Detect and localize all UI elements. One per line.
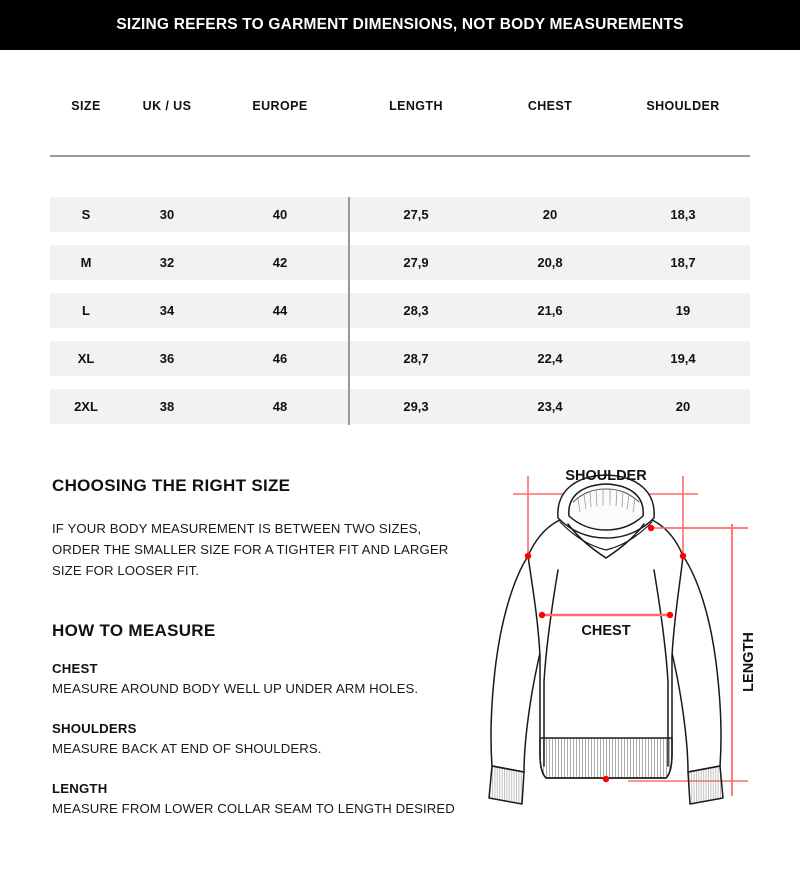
table-row — [50, 389, 750, 424]
hem-band — [540, 738, 672, 778]
chest-label: CHEST — [581, 623, 631, 639]
cell-europe: 42 — [272, 255, 288, 270]
table-vertical-divider — [348, 197, 350, 425]
left-cuff — [489, 766, 524, 804]
chest-point-left — [539, 612, 545, 618]
column-header-size: SIZE — [71, 99, 101, 113]
measure-term-definition: MEASURE BACK AT END OF SHOULDERS. — [52, 741, 322, 756]
header-divider-line — [50, 155, 750, 157]
cell-size: S — [81, 207, 91, 222]
measure-term-label: LENGTH — [52, 781, 108, 796]
size-chart-table — [50, 85, 750, 414]
info-column — [52, 476, 472, 819]
cell-shoulder: 18,3 — [670, 207, 696, 222]
length-label: LENGTH — [741, 632, 757, 692]
cell-length: 29,3 — [403, 399, 429, 414]
cell-europe: 48 — [272, 399, 288, 414]
cell-uk-us: 32 — [159, 255, 175, 270]
length-end-point — [603, 776, 609, 782]
cell-shoulder: 18,7 — [670, 255, 696, 270]
header-banner — [0, 0, 800, 50]
table-body — [50, 197, 750, 437]
column-header-chest: CHEST — [527, 99, 573, 113]
measure-term-chest — [52, 661, 472, 699]
cell-uk-us: 36 — [159, 351, 175, 366]
measure-term-label: CHEST — [52, 661, 98, 676]
cell-length: 28,7 — [403, 351, 429, 366]
banner-title: SIZING REFERS TO GARMENT DIMENSIONS, NOT BODY MEASUREMENTS — [116, 16, 684, 33]
column-header-length: LENGTH — [389, 99, 443, 113]
cell-uk-us: 38 — [159, 399, 175, 414]
cell-length: 28,3 — [403, 303, 429, 318]
choosing-size-heading: CHOOSING THE RIGHT SIZE — [52, 476, 291, 495]
cell-chest: 21,6 — [537, 303, 563, 318]
table-header-row — [50, 85, 750, 127]
table-row — [50, 293, 750, 328]
cell-uk-us: 30 — [159, 207, 175, 222]
right-cuff — [688, 766, 723, 804]
measure-term-length — [52, 781, 472, 819]
measure-term-shoulders — [52, 721, 472, 759]
cell-length: 27,5 — [403, 207, 429, 222]
cell-length: 27,9 — [403, 255, 429, 270]
cell-europe: 40 — [272, 207, 288, 222]
table-row — [50, 245, 750, 280]
column-header-europe: EUROPE — [252, 99, 308, 113]
measure-term-label: SHOULDERS — [52, 721, 137, 736]
cell-size: L — [82, 303, 90, 318]
table-row — [50, 341, 750, 376]
cell-chest: 20 — [542, 207, 558, 222]
measure-term-definition: MEASURE FROM LOWER COLLAR SEAM TO LENGTH DESIRED — [52, 801, 455, 816]
cell-uk-us: 34 — [159, 303, 175, 318]
shoulder-point-left — [525, 553, 531, 559]
hoodie-measurement-diagram — [480, 466, 790, 816]
cell-shoulder: 20 — [675, 399, 691, 414]
cell-shoulder: 19 — [675, 303, 691, 318]
cell-europe: 46 — [272, 351, 288, 366]
cell-size: XL — [77, 351, 95, 366]
cell-size: 2XL — [74, 399, 98, 414]
cell-chest: 23,4 — [537, 399, 563, 414]
column-header-shoulder: SHOULDER — [646, 99, 720, 113]
cell-europe: 44 — [272, 303, 288, 318]
cell-shoulder: 19,4 — [670, 351, 696, 366]
measure-term-definition: MEASURE AROUND BODY WELL UP UNDER ARM HOLES. — [52, 681, 419, 696]
chest-point-right — [667, 612, 673, 618]
column-header-uk-us: UK / US — [142, 99, 192, 113]
cell-size: M — [80, 255, 92, 270]
length-start-point — [648, 525, 654, 531]
how-to-measure-heading: HOW TO MEASURE — [52, 621, 216, 640]
hood-lining — [569, 484, 643, 530]
cell-chest: 22,4 — [537, 351, 563, 366]
choosing-size-body: IF YOUR BODY MEASUREMENT IS BETWEEN TWO SIZES, ORDER THE SMALLER SIZE FOR A TIGHTER FIT AND LARGER SIZE FOR LOOSER FIT. — [52, 521, 449, 578]
table-row — [50, 197, 750, 232]
shoulder-label: SHOULDER — [565, 468, 647, 484]
cell-chest: 20,8 — [537, 255, 563, 270]
hoodie-illustration — [489, 475, 723, 804]
shoulder-point-right — [680, 553, 686, 559]
